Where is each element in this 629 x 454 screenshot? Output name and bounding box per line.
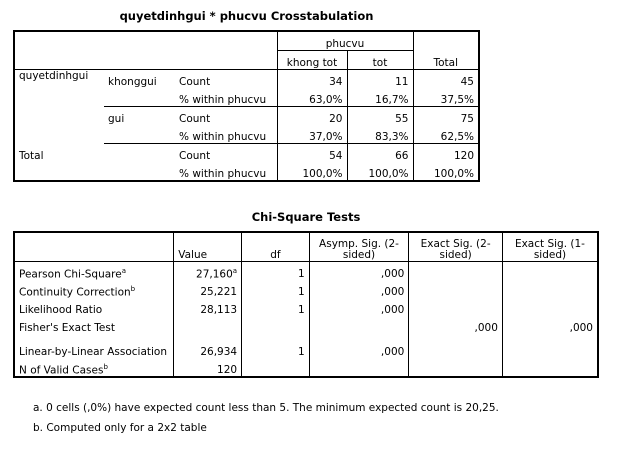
table-cell [309,316,409,334]
table-cell: 1 [242,262,310,281]
table-cell: 27,160$^a$ [174,262,242,281]
table-cell: ,000 [309,280,409,298]
table-cell [242,358,310,377]
table-cell: 83,3% [347,125,413,144]
table-cell: 75 [413,107,479,126]
col-header-df: df [242,232,310,262]
table-cell: 66 [347,144,413,163]
test-label: N of Valid Cases$^b$ [19,362,108,376]
table-cell [409,298,503,316]
table-cell: 100,0% [413,162,479,181]
row-stat-label: % within phucvu [175,88,277,107]
table-cell [242,316,310,334]
table-cell [409,358,503,377]
footnote-b: b. Computed only for a 2x2 table [33,422,207,434]
table-cell [174,316,242,334]
table-cell: 1 [242,334,310,358]
table-cell: 1 [242,280,310,298]
row-stat-label: % within phucvu [179,168,267,180]
test-label: Fisher's Exact Test [19,322,115,334]
col-header-tot: tot [347,51,413,70]
table-cell: 62,5% [413,125,479,144]
row-stat-label: Count [179,76,211,88]
table-cell: 25,221 [174,280,242,298]
table-cell: 120 [413,144,479,163]
row-stat-label: Count [179,150,211,162]
table-cell [409,280,503,298]
table-cell: 63,0% [277,88,347,107]
table-cell [409,262,503,281]
row-var-label: quyetdinhgui [19,70,89,82]
col-header-asymp-sig: Asymp. Sig. (2-sided) [309,232,409,262]
table-cell: 37,5% [413,88,479,107]
table-cell [502,262,598,281]
crosstab-table [13,30,480,182]
row-stat-label: % within phucvu [175,125,277,144]
table-cell: 28,113 [174,298,242,316]
table-cell: 37,0% [277,125,347,144]
table-cell: 120 [174,358,242,377]
table-cell [502,358,598,377]
row-group-label: khonggui [108,76,157,88]
row-group-label: gui [108,113,125,125]
test-label: Likelihood Ratio [19,304,103,316]
table-cell: 34 [277,70,347,89]
table-cell: ,000 [409,316,503,334]
col-header-total: Total [413,31,479,70]
table-cell: 100,0% [277,162,347,181]
row-stat-label: Count [179,113,211,125]
total-row-label: Total [19,150,44,162]
table-cell: 54 [277,144,347,163]
crosstab-title: quyetdinhgui * phucvu Crosstabulation [119,9,374,23]
chisq-table [13,231,599,378]
table-cell: 20 [277,107,347,126]
test-label: Continuity Correction$^b$ [19,284,136,298]
table-cell: 100,0% [347,162,413,181]
table-cell [309,358,409,377]
table-cell: 1 [242,298,310,316]
table-cell: 55 [347,107,413,126]
col-header-exact-sig-1: Exact Sig. (1-sided) [502,232,598,262]
table-cell: 11 [347,70,413,89]
chisq-title: Chi-Square Tests [251,210,361,224]
test-label: Linear-by-Linear Association [19,346,167,358]
table-cell: ,000 [309,334,409,358]
table-cell [502,334,598,358]
table-cell [502,280,598,298]
col-header-khong-tot: khong tot [277,51,347,70]
table-cell [502,298,598,316]
col-header-exact-sig-2: Exact Sig. (2-sided) [409,232,503,262]
table-cell: ,000 [502,316,598,334]
test-label: Pearson Chi-Square$^a$ [19,266,127,280]
col-group-header: phucvu [277,31,413,51]
table-cell: 26,934 [174,334,242,358]
table-cell [409,334,503,358]
table-cell: 16,7% [347,88,413,107]
col-header-value: Value [174,232,242,262]
table-cell: 45 [413,70,479,89]
table-cell: ,000 [309,262,409,281]
table-cell: ,000 [309,298,409,316]
footnote-a: a. 0 cells (,0%) have expected count less than 5. The minimum expected count is 20,25. [33,402,499,414]
